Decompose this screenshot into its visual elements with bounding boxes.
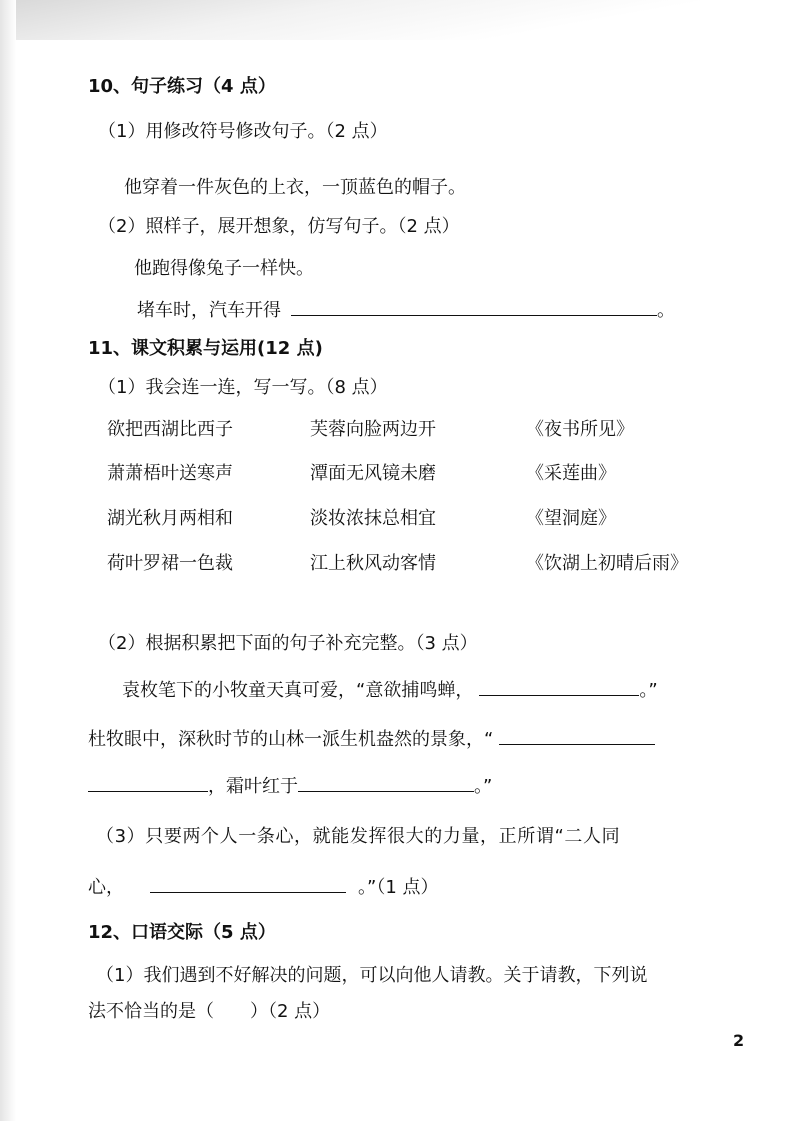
q11-part2-line3 <box>88 773 492 799</box>
answer-blank[interactable] <box>298 773 474 792</box>
q11-title: 11、课文积累与运用(12 点) <box>88 338 323 359</box>
q10-part2-fill-line <box>137 297 675 323</box>
q11-part2-line2 <box>88 726 655 752</box>
q11-part2-line3-mid: ，霜叶红于 <box>208 776 298 797</box>
q11-part3-line2 <box>88 874 439 900</box>
scan-shadow-left <box>0 0 16 1121</box>
poem-line-col2[interactable]: 潭面无风镜未磨 <box>310 463 436 484</box>
answer-blank[interactable] <box>291 297 657 316</box>
poem-title-col3[interactable]: 《采莲曲》 <box>526 463 616 484</box>
poem-line-col1[interactable]: 湖光秋月两相和 <box>107 508 233 529</box>
q11-part3-line2-end: 。”（1 点） <box>358 877 439 898</box>
poem-line-col1[interactable]: 欲把西湖比西子 <box>107 419 233 440</box>
answer-blank[interactable] <box>499 726 655 745</box>
q12-part1-line1: （1）我们遇到不好解决的问题，可以向他人请教。关于请教，下列说 <box>96 965 648 986</box>
page-number: 2 <box>733 1031 745 1050</box>
answer-blank[interactable] <box>88 773 208 792</box>
poem-title-col3[interactable]: 《饮湖上初晴后雨》 <box>526 553 688 574</box>
q12-part1-line2: 法不恰当的是（ ）（2 点） <box>88 1001 331 1022</box>
poem-line-col2[interactable]: 江上秋风动客情 <box>310 553 436 574</box>
q11-part3-line2-start: 心， <box>88 877 124 898</box>
poem-line-col1[interactable]: 萧萧梧叶送寒声 <box>107 463 233 484</box>
q10-part2-example: 他跑得像兔子一样快。 <box>134 258 314 279</box>
scan-shadow-top <box>0 0 793 40</box>
q10-part2-prompt: （2）照样子，展开想象，仿写句子。（2 点） <box>98 216 460 237</box>
q11-part3-line1: （3）只要两个人一条心，就能发挥很大的力量，正所谓“二人同 <box>96 826 621 847</box>
answer-blank[interactable] <box>150 874 346 893</box>
poem-title-col3[interactable]: 《望洞庭》 <box>526 508 616 529</box>
q11-part2-line1 <box>122 677 658 703</box>
poem-title-col3[interactable]: 《夜书所见》 <box>526 419 634 440</box>
q11-part2-line2-text: 杜牧眼中，深秋时节的山林一派生机盎然的景象，“ <box>88 729 494 750</box>
q10-title: 10、句子练习（4 点） <box>88 76 276 97</box>
poem-line-col2[interactable]: 淡妆浓抹总相宜 <box>310 508 436 529</box>
q11-part2-line3-end: 。” <box>474 776 493 797</box>
answer-blank[interactable] <box>479 677 639 696</box>
poem-line-col2[interactable]: 芙蓉向脸两边开 <box>310 419 436 440</box>
poem-line-col1[interactable]: 荷叶罗裙一色裁 <box>107 553 233 574</box>
q11-part2-line1-text: 袁枚笔下的小牧童天真可爱，“意欲捕鸣蝉， <box>122 680 474 701</box>
q10-part1-prompt: （1）用修改符号修改句子。（2 点） <box>98 121 388 142</box>
q11-part1-prompt: （1）我会连一连，写一写。（8 点） <box>98 377 388 398</box>
q11-part2-line1-end: 。” <box>639 680 658 701</box>
q11-part2-prompt: （2）根据积累把下面的句子补充完整。（3 点） <box>98 633 478 654</box>
q10-part2-end: 。 <box>657 300 675 321</box>
q10-part2-start: 堵车时，汽车开得 <box>137 300 281 321</box>
q10-part1-sentence: 他穿着一件灰色的上衣，一顶蓝色的帽子。 <box>124 177 466 198</box>
q12-title: 12、口语交际（5 点） <box>88 922 276 943</box>
